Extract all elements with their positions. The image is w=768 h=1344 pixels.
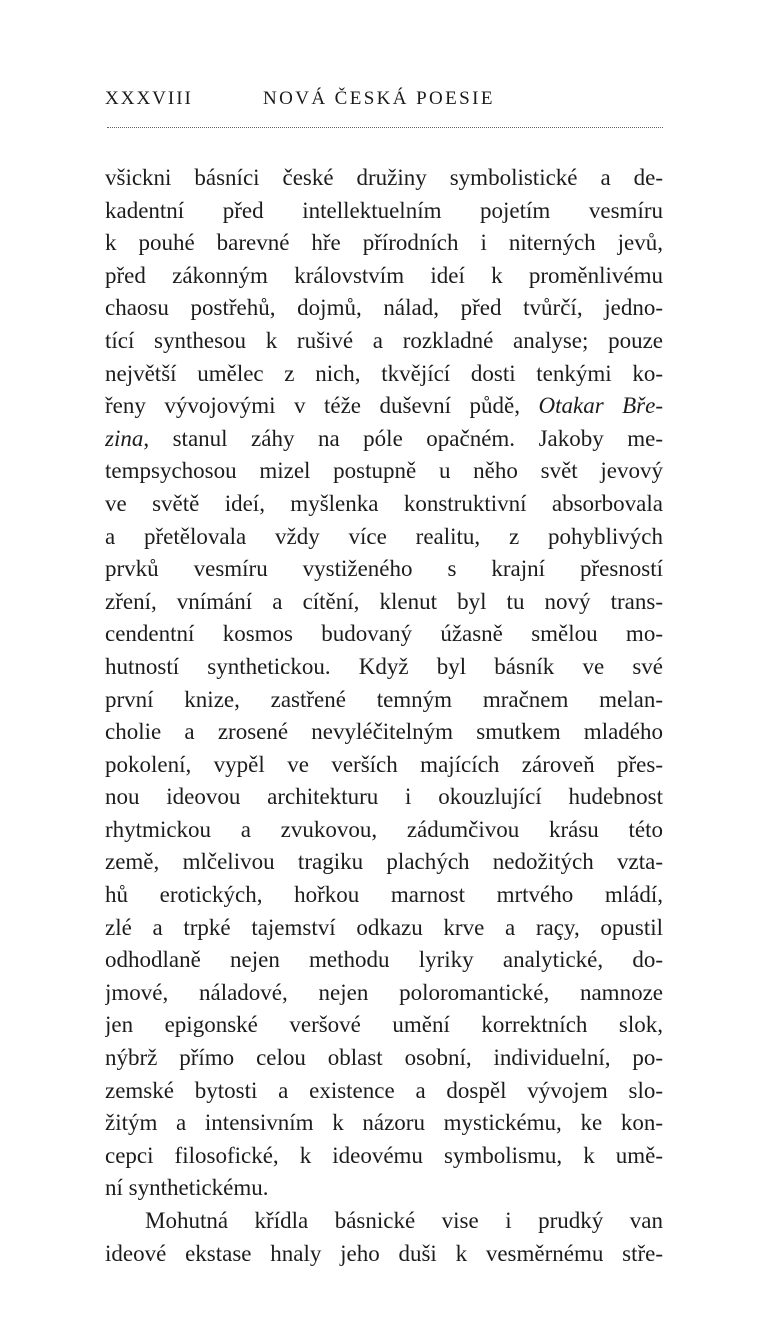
text-line: před zákonným královstvím ideí k proměnlivému bbox=[105, 262, 663, 288]
text-line bbox=[105, 423, 663, 456]
text-line: kadentní před intellektuelním pojetím vesmíru bbox=[105, 197, 663, 223]
text-line: všickni básníci české družiny symbolistické a de- bbox=[105, 165, 663, 190]
text-line: cendentní kosmos budovaný úžasně smělou mo- bbox=[105, 621, 663, 647]
text-line: cepci filosofické, k ideovému symbolismu, k umě- bbox=[105, 1142, 663, 1168]
running-head bbox=[105, 88, 665, 114]
text-line: prvků vesmíru vystiženého s krajní přesností bbox=[105, 556, 663, 582]
text-line: pokolení, vypěl ve verších majících zároveň přes- bbox=[105, 751, 663, 777]
text-line: tempsychosou mizel postupně u něho svět jevový bbox=[105, 458, 663, 484]
text-line: ve světě ideí, myšlenka konstruktivní absorbovala bbox=[105, 490, 663, 516]
header-rule bbox=[107, 127, 663, 128]
text-line: Mohutná křídla básnické vise i prudký van bbox=[145, 1208, 663, 1233]
text-line bbox=[105, 390, 663, 423]
text-line: hutností synthetickou. Když byl básník ve své bbox=[105, 653, 663, 679]
text-line: jen epigonské veršové umění korrektních slok, bbox=[105, 1012, 663, 1038]
text-line: zření, vnímání a cítění, klenut byl tu nový trans- bbox=[105, 588, 663, 614]
text-line: ní synthetickému. bbox=[105, 1175, 269, 1201]
text-line: první knize, zastřené temným mračnem melan- bbox=[105, 686, 663, 712]
running-title: NOVÁ ČESKÁ POESIE bbox=[263, 88, 495, 109]
text-line: hů erotických, hořkou marnost mrtvého mládí, bbox=[105, 882, 663, 908]
text-line: zemské bytosti a existence a dospěl vývojem slo- bbox=[105, 1077, 663, 1103]
text-line: cholie a zrosené nevyléčitelným smutkem mladého bbox=[105, 719, 663, 745]
text-line: nýbrž přímo celou oblast osobní, individuelní, po- bbox=[105, 1045, 663, 1071]
text-run: , stanul záhy na póle opačném. Jakoby me- bbox=[143, 425, 663, 451]
body-text bbox=[105, 162, 663, 1270]
text-line: žitým a intensivním k názoru mystickému, ke kon- bbox=[105, 1110, 663, 1136]
text-line: země, mlčelivou tragiku plachých nedožitých vzta- bbox=[105, 849, 663, 875]
text-line: nou ideovou architekturu i okouzlující hudebnost bbox=[105, 784, 663, 810]
text-line: chaosu postřehů, dojmů, nálad, před tvůrčí, jedno- bbox=[105, 295, 663, 321]
text-line: zlé a trpké tajemství odkazu krve a raçy, opustil bbox=[105, 914, 663, 940]
page-number: XXXVIII bbox=[105, 88, 193, 109]
text-line: ideové ekstase hnaly jeho duši k vesměrnému stře- bbox=[105, 1240, 663, 1266]
author-name-italic: Otakar Bře- bbox=[538, 393, 663, 419]
text-line: jmové, náladové, nejen poloromantické, namnoze bbox=[105, 979, 663, 1005]
text-line: tící synthesou k rušivé a rozkladné analyse; pouze bbox=[105, 327, 663, 353]
text-line: k pouhé barevné hře přírodních i niterných jevů, bbox=[105, 230, 663, 256]
text-line: rhytmickou a zvukovou, zádumčivou krásu této bbox=[105, 816, 663, 842]
text-run: řeny vývojovými v téže duševní půdě, bbox=[105, 393, 539, 419]
author-name-italic: zina bbox=[105, 425, 144, 451]
text-line: a přetělovala vždy více realitu, z pohyblivých bbox=[105, 523, 663, 549]
text-line: odhodlaně nejen methodu lyriky analytické, do- bbox=[105, 947, 663, 973]
text-line: největší umělec z nich, tkvějící dosti tenkými ko- bbox=[105, 360, 663, 386]
